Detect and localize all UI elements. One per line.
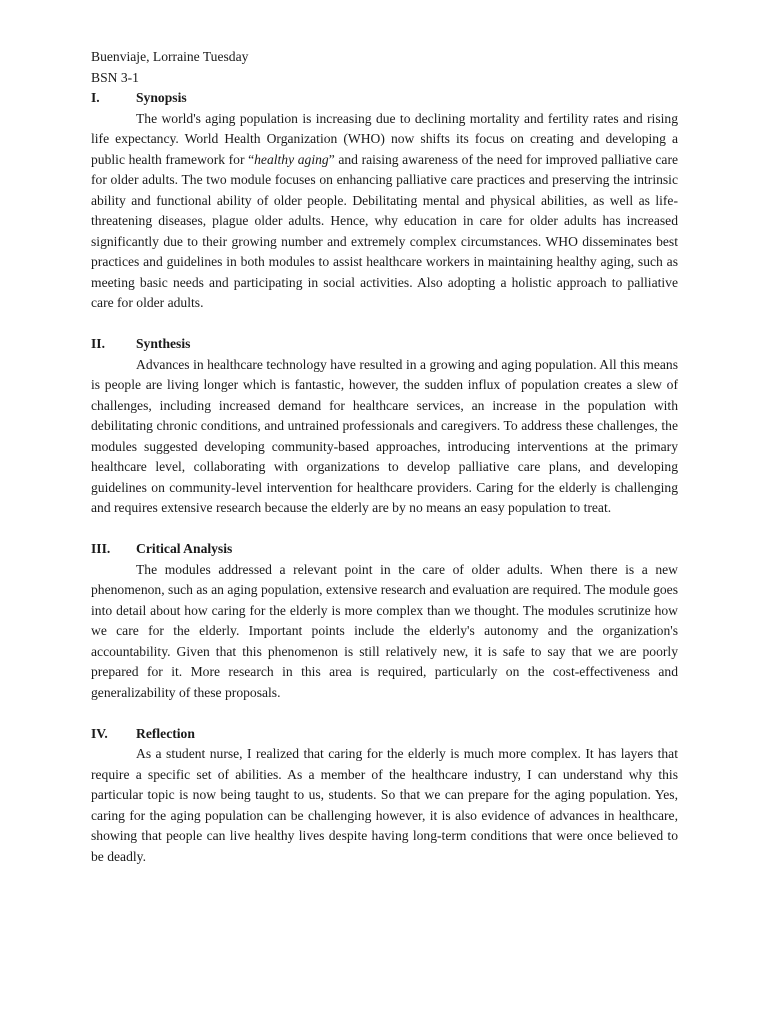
body-text-before: The world's aging population is increasing due to declining mortality and fertility rates and rising life expectancy. World Health Organization (WHO) now shifts its focus on creating and developing a public health framework for “ — [91, 110, 678, 167]
author-section: BSN 3-1 — [91, 69, 139, 85]
section-numeral: IV. — [91, 725, 108, 741]
section-synthesis — [91, 334, 678, 519]
section-heading — [91, 334, 678, 355]
section-numeral: II. — [91, 336, 105, 351]
author-name: Buenviaje, Lorraine Tuesday — [91, 49, 249, 64]
section-critical-analysis — [91, 539, 678, 703]
section-heading — [91, 724, 678, 745]
section-title: Synopsis — [136, 90, 187, 105]
document-page — [91, 47, 678, 867]
section-title: Reflection — [136, 725, 195, 741]
section-body: The modules addressed a relevant point in the care of older adults. When there is a new phenomenon, such as an aging population, extensive research and evaluation are required. The module goes into detail about how caring for the elderly is more complex than we thought. The modules scrutinize how we care for the elderly. Important points include the elderly's autonomy and the organization's accountability. Given that this phenomenon is still relatively new, it is safe to say that we are poorly prepared for it. More research in this area is required, particularly on the cost-effectiveness and generalizability of these proposals. — [91, 561, 678, 700]
section-body: Advances in healthcare technology have resulted in a growing and aging population. All this means is people are living longer which is fantastic, however, the sudden influx of population creates a slew of challenges, including increased demand for healthcare services, an increase in the population with debilitating chronic conditions, and untrained professionals and caregivers. To address these challenges, the modules suggested developing community-based approaches, introducing interventions at the primary healthcare level, collaborating with organizations to develop palliative care plans, and developing guidelines on community-level intervention for healthcare providers. Caring for the elderly is challenging and requires extensive research because the elderly are by no means an easy population to treat. — [91, 356, 678, 515]
body-emphasis: healthy aging — [254, 151, 329, 167]
section-numeral: III. — [91, 541, 111, 556]
section-numeral: I. — [91, 90, 100, 105]
section-heading — [91, 539, 678, 560]
body-text-after: ” and raising awareness of the need for improved palliative care for older adults. The two module focuses on enhancing palliative care practices and preserving the intrinsic ability and functional ability of older people. Debilitating mental and physical abilities, as well as life-threatening diseases, plague older adults. Hence, why education in care for older adults has increased significantly due to their growing number and extremely complex circumstances. WHO disseminates best practices and guidelines in both modules to assist healthcare workers in maintaining healthy aging, such as meeting basic needs and participating in social activities. Also adopting a holistic approach to palliative care for older adults. — [91, 151, 679, 310]
section-title: Critical Analysis — [136, 541, 233, 556]
section-body — [91, 109, 678, 314]
section-synopsis — [91, 88, 678, 314]
section-heading — [91, 88, 678, 109]
section-reflection — [91, 724, 678, 868]
section-body: As a student nurse, I realized that caring for the elderly is much more complex. It has layers that require a specific set of abilities. As a member of the healthcare industry, I can understand why this particular topic is now being taught to us, students. So that we can prepare for the aging population. Yes, caring for the aging population can be challenging however, it is also evidence of advances in healthcare, showing that people can live healthy lives despite having long-term conditions that were once believed to be deadly. — [91, 746, 678, 864]
section-title: Synthesis — [136, 336, 191, 351]
